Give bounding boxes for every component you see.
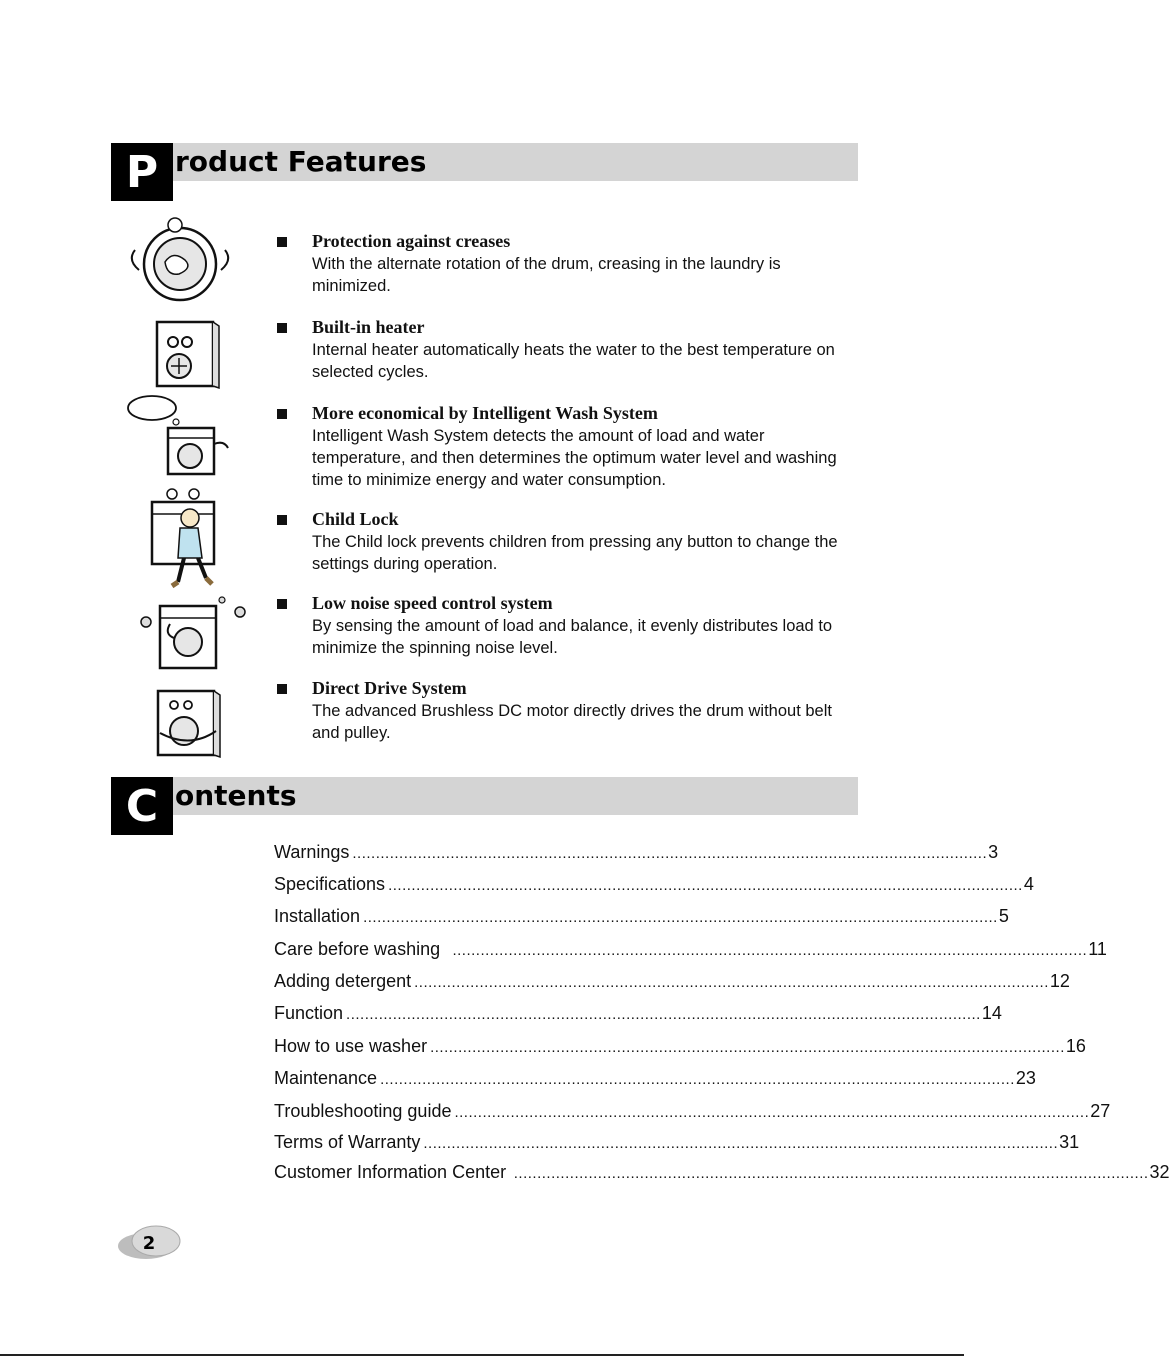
feature-description: Intelligent Wash System detects the amount of load and water temperature, and then determines the optimum water level and washing time to minimize energy and water consumption. (312, 427, 837, 489)
toc-label: Maintenance (274, 1068, 378, 1088)
contents-header (111, 777, 858, 835)
toc-leader: ........................................................................................................................................ (443, 942, 1088, 959)
child-on-washer-illustration (150, 488, 220, 596)
toc-label: Installation (274, 906, 361, 926)
header-initial: C (111, 777, 173, 835)
thinking-washer-illustration (124, 394, 234, 478)
toc-page: 3 (988, 842, 999, 862)
feature-description: The Child lock prevents children from pressing any button to change the settings during operation. (312, 533, 838, 573)
feature-title: Direct Drive System (312, 678, 467, 698)
toc-page: 11 (1088, 939, 1107, 959)
toc-entry-terms-of-warranty[interactable] (274, 1129, 1080, 1153)
bullet-icon (277, 237, 287, 247)
bullet-icon (277, 409, 287, 419)
toc-label: Function (274, 1003, 344, 1023)
feature-title: Protection against creases (312, 231, 511, 251)
toc-page: 23 (1015, 1068, 1036, 1088)
toc-entry-adding-detergent[interactable] (274, 968, 1070, 992)
heater-washer-illustration (143, 318, 223, 390)
toc-leader: ........................................................................................................................................ (509, 1165, 1149, 1182)
drum-rotation-illustration (125, 220, 235, 304)
toc-page: 32 (1149, 1162, 1170, 1182)
toc-page: 5 (998, 906, 1009, 926)
toc-leader: ........................................................................................................................................ (423, 1135, 1059, 1152)
toc-label: Troubleshooting guide (274, 1101, 452, 1121)
toc-page: 16 (1065, 1036, 1086, 1056)
toc-entry-function[interactable] (274, 1000, 1002, 1024)
toc-page: 14 (981, 1003, 1002, 1023)
bullet-icon (277, 515, 287, 525)
toc-entry-how-to-use-washer[interactable] (274, 1033, 1086, 1057)
header-initial: P (111, 143, 173, 201)
quiet-washer-illustration (138, 594, 248, 672)
page-number: 2 (142, 1233, 156, 1254)
bullet-icon (277, 684, 287, 694)
toc-leader: ........................................................................................................................................ (430, 1039, 1065, 1056)
toc-label: Specifications (274, 874, 386, 894)
toc-entry-maintenance[interactable] (274, 1065, 1036, 1089)
page-number-badge (116, 1224, 182, 1262)
feature-description: By sensing the amount of load and balance, it evenly distributes load to minimize the spinning noise level. (312, 617, 833, 657)
product-features-header (111, 143, 858, 201)
feature-description: With the alternate rotation of the drum, creasing in the laundry is minimized. (312, 255, 781, 295)
toc-label: Care before washing (274, 939, 441, 959)
feature-description: The advanced Brushless DC motor directly drives the drum without belt and pulley. (312, 702, 832, 742)
toc-label: Terms of Warranty (274, 1132, 421, 1152)
toc-label: Adding detergent (274, 971, 412, 991)
toc-label: How to use washer (274, 1036, 428, 1056)
toc-page: 4 (1023, 874, 1034, 894)
toc-leader: ........................................................................................................................................ (454, 1104, 1090, 1121)
toc-leader: ........................................................................................................................................ (352, 845, 988, 862)
toc-leader: ........................................................................................................................................ (346, 1006, 981, 1023)
toc-entry-specifications[interactable] (274, 871, 1034, 895)
toc-page: 31 (1059, 1132, 1080, 1152)
toc-label: Warnings (274, 842, 350, 862)
bullet-icon (277, 599, 287, 609)
header-title: ontents (175, 779, 297, 812)
toc-leader: ........................................................................................................................................ (388, 877, 1023, 894)
bullet-icon (277, 323, 287, 333)
toc-entry-troubleshooting-guide[interactable] (274, 1098, 1111, 1122)
toc-leader: ........................................................................................................................................ (380, 1071, 1015, 1088)
direct-drive-washer-illustration (150, 687, 226, 759)
toc-label: Customer Information Center (274, 1162, 507, 1182)
toc-entry-customer-information-center[interactable] (274, 1159, 1170, 1183)
feature-title: Built-in heater (312, 317, 425, 337)
feature-title: Child Lock (312, 509, 399, 529)
feature-description: Internal heater automatically heats the water to the best temperature on selected cycles. (312, 341, 835, 381)
toc-entry-warnings[interactable] (274, 839, 999, 863)
toc-entry-care-before-washing[interactable] (274, 936, 1107, 960)
toc-page: 12 (1049, 971, 1070, 991)
feature-title: More economical by Intelligent Wash System (312, 403, 658, 423)
toc-entry-installation[interactable] (274, 903, 1009, 927)
feature-title: Low noise speed control system (312, 593, 553, 613)
toc-leader: ........................................................................................................................................ (414, 974, 1049, 991)
toc-page: 27 (1090, 1101, 1111, 1121)
header-title: roduct Features (175, 145, 427, 178)
toc-leader: ........................................................................................................................................ (363, 909, 998, 926)
